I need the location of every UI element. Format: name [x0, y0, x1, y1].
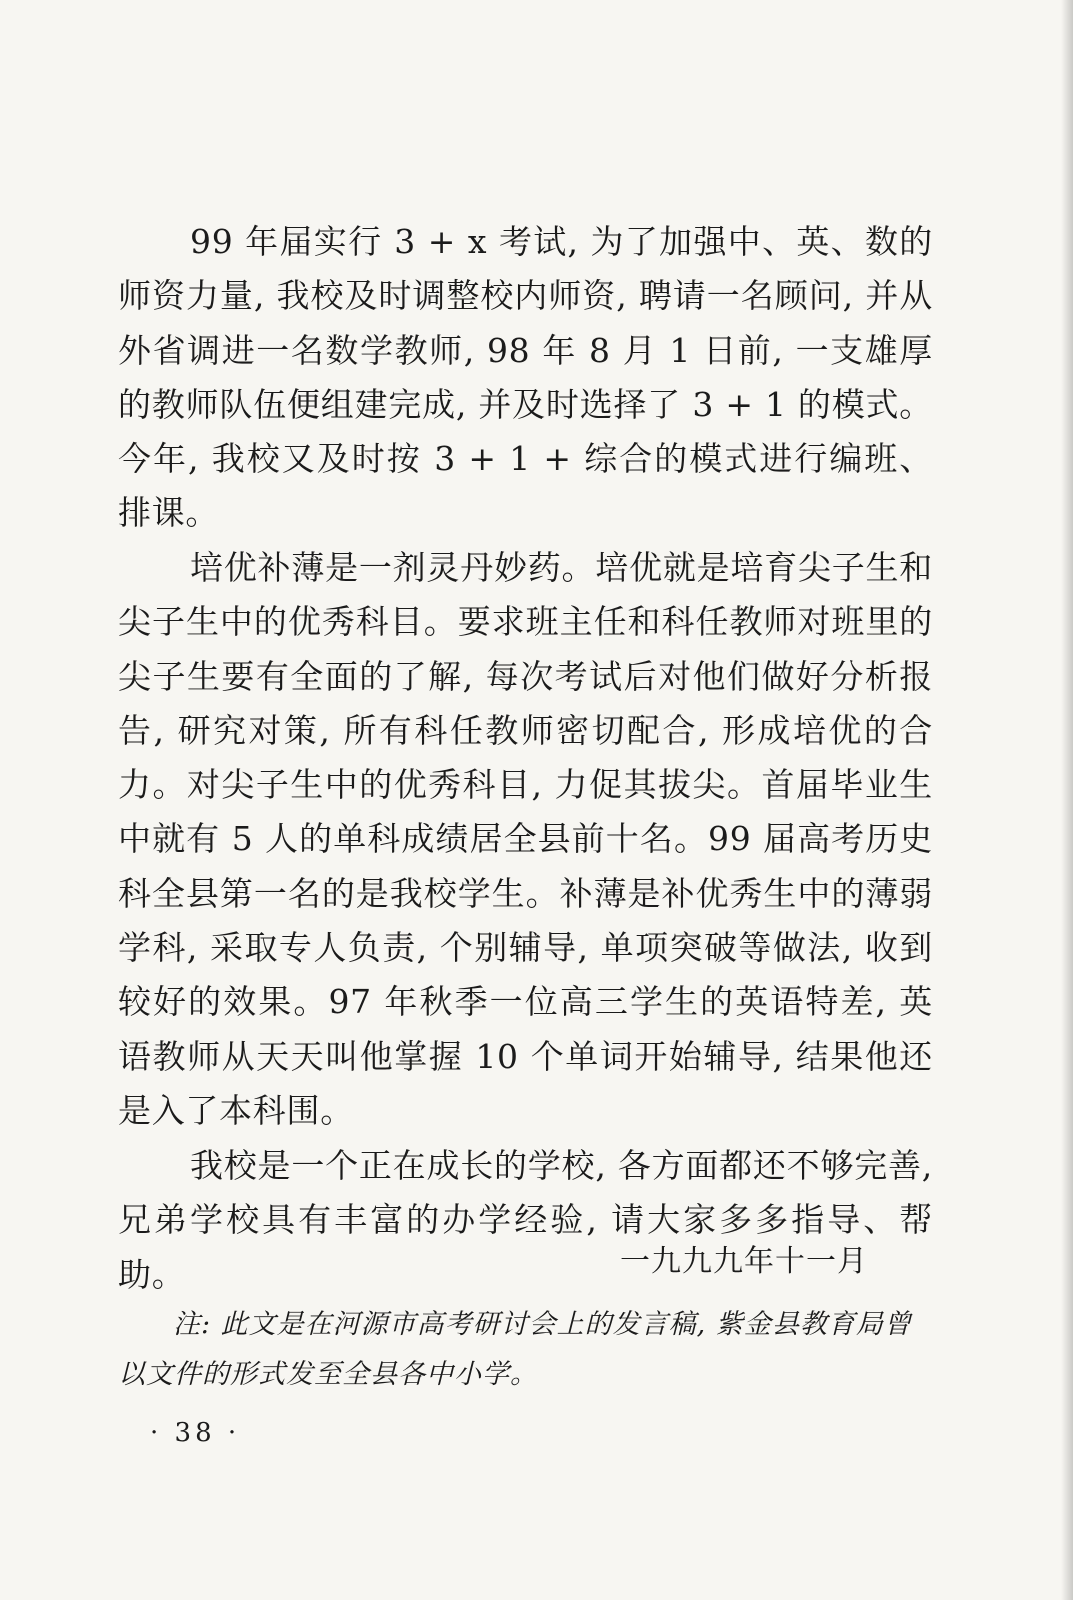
- page-number: · 38 ·: [150, 1418, 241, 1448]
- footnote: 注: 此文是在河源市高考研讨会上的发言稿, 紫金县教育局曾以文件的形式发至全县各中小学。: [118, 1309, 912, 1390]
- paragraph-closing: 我校是一个正在成长的学校, 各方面都还不够完善, 兄弟学校具有丰富的办学经验, 请大家多多指导、帮助。: [118, 1146, 933, 1294]
- document-date: 一九九九年十一月: [620, 1244, 868, 1279]
- paragraph-top-students: 培优补薄是一剂灵丹妙药。培优就是培育尖子生和尖子生中的优秀科目。要求班主任和科任教师对班里的尖子生要有全面的了解, 每次考试后对他们做好分析报告, 研究对策, 所有科任教师密切配合, 形成培优的合力。对尖子生中的优秀科目, 力促其拔尖。首届毕业生中就有 5 人的单科成绩居全县前十名。99 届高考历史科全县第一名的是我校学生。补薄是补优秀生中的薄弱学科, 采取专人负责, 个别辅导, 单项突破等做法, 收到较好的效果。97 年秋季一位高三学生的英语特差, 英语教师从天天叫他掌握 10 个单词开始辅导, 结果他还是入了本科围。: [118, 548, 933, 1130]
- page-edge-shadow: [1061, 0, 1073, 1600]
- paragraph-exam-reform: 99 年届实行 3 + x 考试, 为了加强中、英、数的师资力量, 我校及时调整校内师资, 聘请一名顾问, 并从外省调进一名数学教师, 98 年 8 月 1 日前, 一支雄厚的教师队伍便组建完成, 并及时选择了 3 + 1 的模式。今年, 我校又及时按 3 + 1 + 综合的模式进行编班、排课。: [118, 222, 933, 533]
